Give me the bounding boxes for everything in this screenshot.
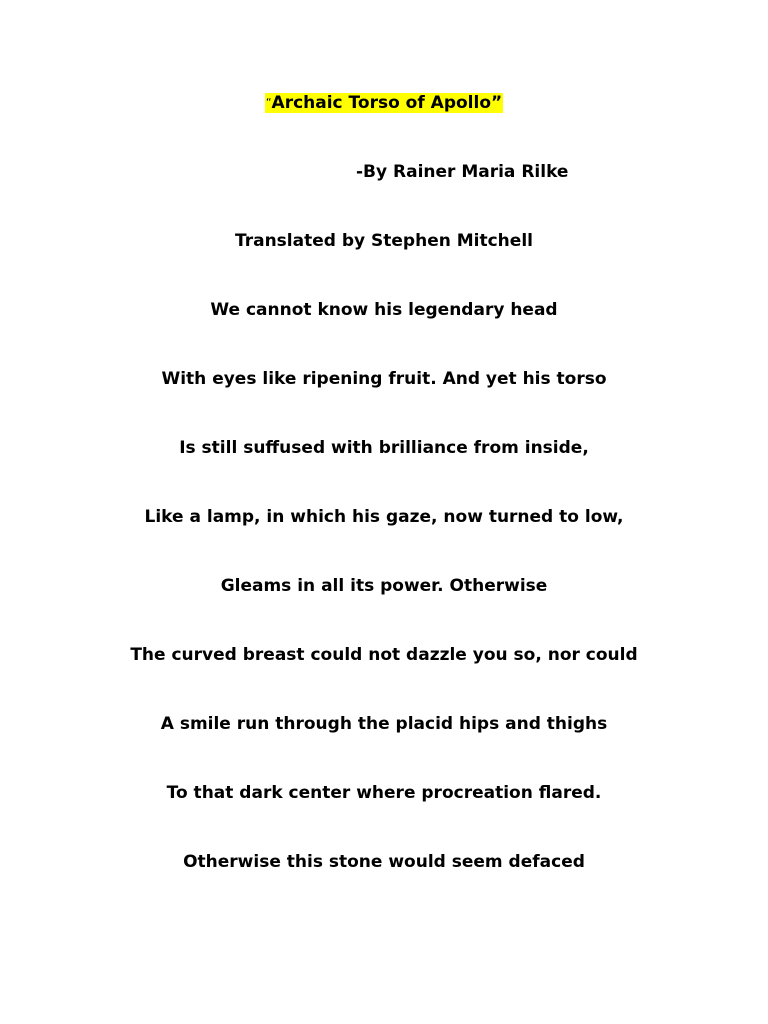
- poem-line: Is still suffused with brilliance from inside,: [179, 438, 589, 458]
- poem-line: Otherwise this stone would seem defaced: [183, 852, 585, 872]
- title-text: Archaic Torso of Apollo”: [271, 93, 503, 113]
- title-open-quote: “: [265, 96, 272, 109]
- poem-line: The curved breast could not dazzle you so, nor could: [130, 645, 638, 665]
- poem-line: Like a lamp, in which his gaze, now turned to low,: [144, 507, 624, 527]
- poem-title: [0, 92, 768, 114]
- poem-line: We cannot know his legendary head: [210, 300, 558, 320]
- poem-line: With eyes like ripening fruit. And yet his torso: [161, 369, 607, 389]
- poem-line: To that dark center where procreation flared.: [166, 783, 602, 803]
- translator-line: Translated by Stephen Mitchell: [235, 231, 533, 251]
- author-line: -By Rainer Maria Rilke: [356, 162, 569, 182]
- poem-line: A smile run through the placid hips and thighs: [160, 714, 608, 734]
- title-highlight: [265, 93, 503, 113]
- poem-line: Gleams in all its power. Otherwise: [220, 576, 548, 596]
